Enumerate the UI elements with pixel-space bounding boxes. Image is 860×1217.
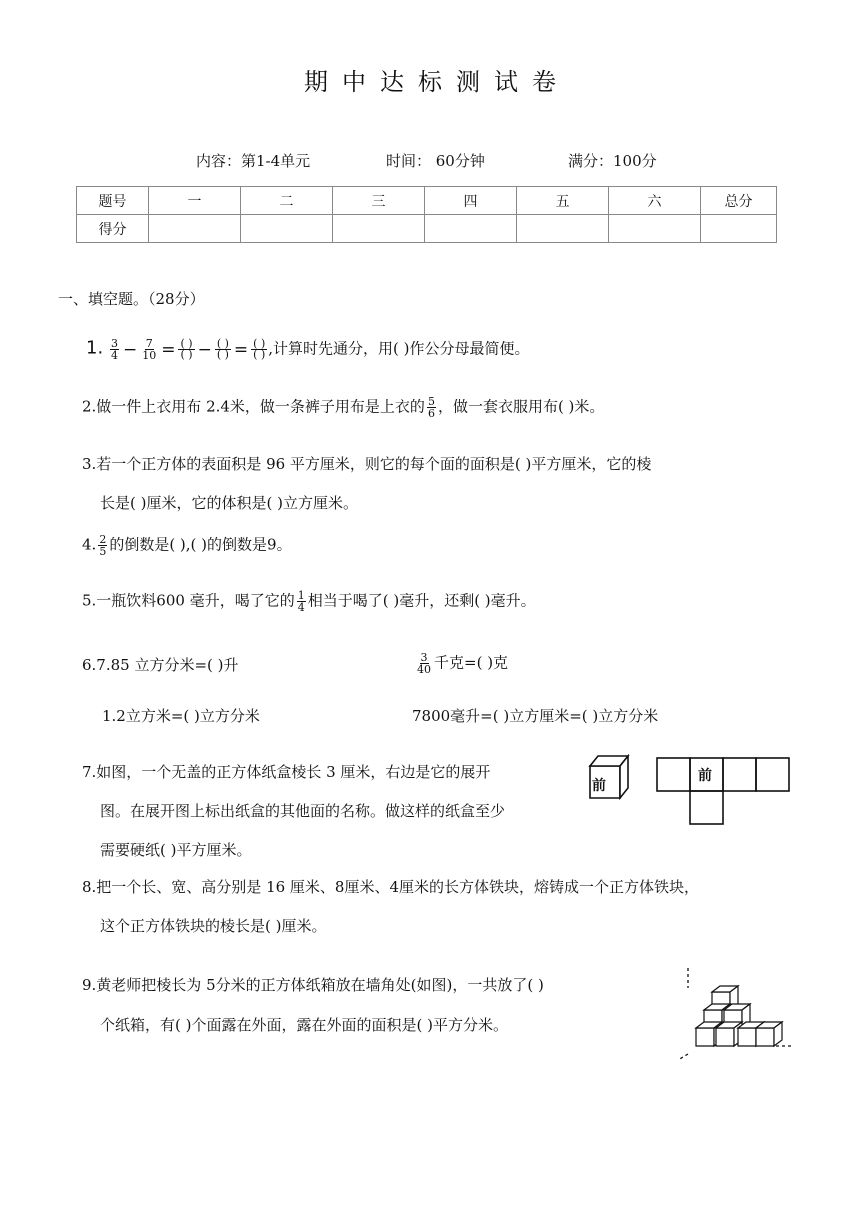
score-header-cell: 题号 bbox=[77, 187, 149, 215]
question-9-line-2: 个纸箱，有( )个面露在外面，露在外面的面积是( )平方分米。 bbox=[100, 1016, 508, 1034]
question-7-line-3: 需要硬纸( )平方厘米。 bbox=[100, 841, 252, 859]
score-header-cell: 三 bbox=[333, 187, 425, 215]
score-input-cell[interactable] bbox=[149, 215, 241, 243]
score-table-score-row bbox=[77, 215, 777, 243]
score-input-cell[interactable] bbox=[517, 215, 609, 243]
fraction: $\frac{5}{6}$ bbox=[427, 395, 435, 420]
question-number: 4. bbox=[82, 535, 97, 554]
question-7-line-1: 7.如图，一个无盖的正方体纸盒棱长 3 厘米，右边是它的展开 bbox=[82, 763, 491, 781]
box-cube bbox=[756, 1022, 782, 1046]
cube-front-label: 前 bbox=[592, 778, 606, 794]
fraction: $\frac{3}{40}$ bbox=[417, 651, 431, 676]
question-6b bbox=[414, 652, 508, 675]
question-text: 相当于喝了( )毫升，还剩( )毫升。 bbox=[307, 591, 536, 610]
question-6a: 6.7.85 立方分米=( )升 bbox=[82, 656, 239, 674]
question-7-line-2: 图。在展开图上标出纸盒的其他面的名称。做这样的纸盒至少 bbox=[100, 802, 506, 820]
question-4 bbox=[82, 534, 292, 557]
question-number: 1. bbox=[86, 337, 104, 359]
question-3-line-1: 3.若一个正方体的表面积是 96 平方厘米，则它的每个面的面积是( )平方厘米，它的棱 bbox=[82, 455, 652, 473]
question-6c: 1.2立方米=( )立方分米 bbox=[102, 707, 260, 725]
question-3-line-2: 长是( )厘米，它的体积是( )立方厘米。 bbox=[100, 494, 358, 512]
title-char: 试 bbox=[494, 68, 518, 96]
score-table bbox=[76, 186, 777, 243]
title-char: 中 bbox=[342, 68, 366, 96]
score-header-cell: 五 bbox=[517, 187, 609, 215]
title-char: 卷 bbox=[532, 68, 556, 96]
question-8-line-1: 8.把一个长、宽、高分别是 16 厘米、8厘米、4厘米的长方体铁块，熔铸成一个正方体铁块， bbox=[82, 878, 700, 896]
question-6d: 7800毫升=( )立方厘米=( )立方分米 bbox=[412, 707, 659, 725]
question-text: 的倒数是( ),( )的倒数是9。 bbox=[109, 535, 292, 554]
blank-fraction[interactable]: ( ) ( ) bbox=[216, 337, 229, 361]
meta-content: 内容：第1-4单元 bbox=[196, 152, 311, 170]
score-input-cell[interactable] bbox=[333, 215, 425, 243]
title-char: 达 bbox=[380, 68, 404, 96]
question-5 bbox=[82, 590, 536, 613]
question-text: 2.做一件上衣用布 2.4米，做一条裤子用布是上衣的 bbox=[82, 397, 425, 416]
score-input-cell[interactable] bbox=[701, 215, 777, 243]
meta-full-score: 满分：100分 bbox=[568, 152, 657, 170]
fraction: $\frac{2}{5}$ bbox=[99, 533, 107, 558]
score-input-cell[interactable] bbox=[241, 215, 333, 243]
question-2 bbox=[82, 396, 604, 419]
fraction: $\frac{7}{10}$ bbox=[142, 337, 157, 362]
equals-sign: = bbox=[161, 339, 176, 360]
score-input-cell[interactable] bbox=[425, 215, 517, 243]
question-8-line-2: 这个正方体铁块的棱长是( )厘米。 bbox=[100, 917, 327, 935]
minus-sign: − bbox=[197, 339, 212, 360]
score-header-cell: 四 bbox=[425, 187, 517, 215]
title-char: 期 bbox=[304, 68, 328, 96]
blank-fraction[interactable]: ( ) ( ) bbox=[180, 337, 193, 361]
question-1 bbox=[86, 338, 530, 361]
question-text: ,计算时先通分，用( )作公分母最简便。 bbox=[268, 339, 530, 358]
score-header-cell: 总分 bbox=[701, 187, 777, 215]
score-table-header-row bbox=[77, 187, 777, 215]
section-heading: 一、填空题。（28分） bbox=[58, 290, 205, 308]
title-char: 测 bbox=[456, 68, 480, 96]
minus-sign: − bbox=[122, 339, 138, 360]
question-text: 5.一瓶饮料600 毫升，喝了它的 bbox=[82, 591, 295, 610]
cube-net-figure bbox=[656, 757, 792, 827]
question-9-line-1: 9.黄老师把棱长为 5分米的正方体纸箱放在墙角处(如图)，一共放了( ) bbox=[82, 976, 544, 994]
score-header-cell: 六 bbox=[609, 187, 701, 215]
score-row-label: 得分 bbox=[77, 215, 149, 243]
question-text: 千克=( )克 bbox=[434, 653, 509, 672]
score-input-cell[interactable] bbox=[609, 215, 701, 243]
score-header-cell: 一 bbox=[149, 187, 241, 215]
fraction: $\frac{3}{4}$ bbox=[110, 337, 118, 362]
stacked-boxes-figure bbox=[676, 966, 796, 1062]
title-char: 标 bbox=[418, 68, 442, 96]
question-text: ，做一套衣服用布( )米。 bbox=[437, 397, 605, 416]
score-header-cell: 二 bbox=[241, 187, 333, 215]
page-title bbox=[0, 62, 860, 97]
net-front-label: 前 bbox=[698, 768, 712, 784]
meta-time: 时间： 60分钟 bbox=[386, 152, 485, 170]
fraction: $\frac{1}{4}$ bbox=[297, 589, 305, 614]
blank-fraction[interactable]: ( ) ( ) bbox=[253, 337, 266, 361]
equals-sign: = bbox=[233, 339, 249, 360]
wall-line bbox=[678, 1054, 688, 1060]
